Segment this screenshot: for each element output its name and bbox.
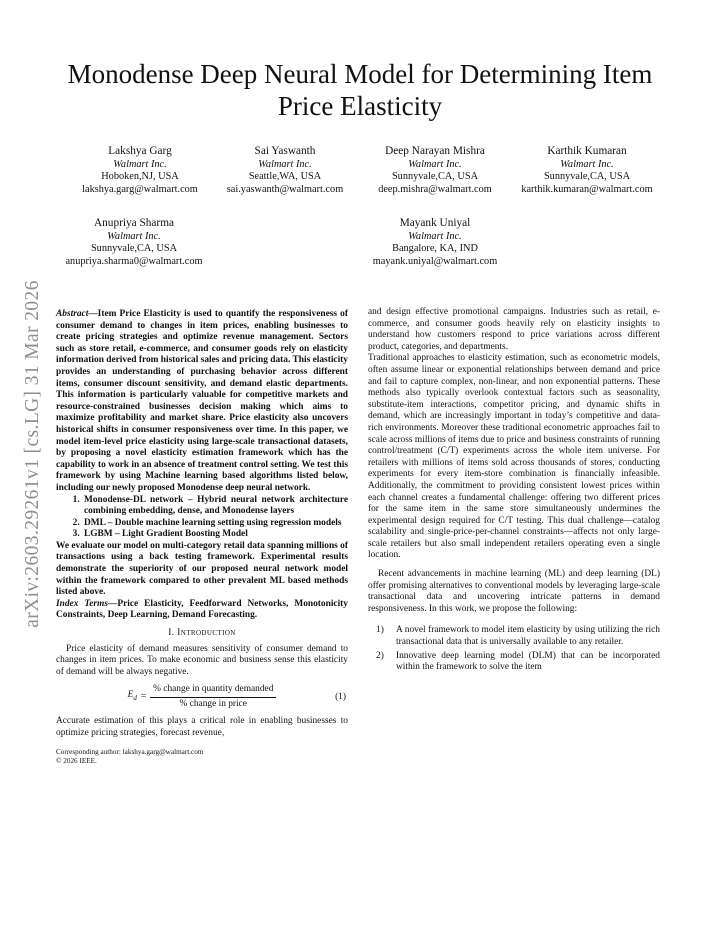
author-affiliation: Walmart Inc. xyxy=(107,230,161,242)
author-name: Anupriya Sharma xyxy=(94,217,174,229)
equation-equals: = xyxy=(140,691,147,702)
equation-number: (1) xyxy=(335,691,346,702)
author-email[interactable]: anupriya.sharma0@walmart.com xyxy=(65,256,203,268)
section-heading: I. Introduction xyxy=(168,628,236,639)
list-item: 1. Monodense-DL network – Hybrid neural network architecture combining embedding, dense, and Monodense layers xyxy=(82,495,348,518)
copyright-note: © 2026 IEEE. xyxy=(56,756,97,765)
list-item: 2) Innovative deep learning model (DLM) that can be incorporated within the framework to solve the item xyxy=(376,650,660,673)
author-name: Karthik Kumaran xyxy=(547,145,627,157)
abstract-list xyxy=(56,495,348,541)
abstract xyxy=(56,309,348,599)
body-paragraph: and design effective promotional campaigns. Industries such as retail, e-commerce, and consumer goods heavily rely on elasticity insights to understand how customers respond to price variations across different product, categories, and departments. xyxy=(368,307,660,352)
intro-paragraph: Accurate estimation of this plays a critical role in enabling businesses to optimize pricing strategies, forecast revenue, xyxy=(56,716,348,738)
arxiv-sidebar-stamp xyxy=(18,258,48,650)
equation-numerator: % change in quantity demanded xyxy=(150,684,276,698)
author-block xyxy=(512,145,662,197)
author-block xyxy=(362,145,508,197)
abstract-text: —Item Price Elasticity is used to quantify the responsiveness of consumer demand to changes in item prices, enabling businesses to create pricing strategies and optimize revenue management. Sectors such as store retail, e-commerce, and consumer goods rely on elasticity information derived from historical sales and pricing data. This elasticity provides an understanding of purchasing behavior across different items, consumer discount sensitivity, and demand elastic departments. This information is particularly valuable for competitive markets and resource-constrained businesses decision making which aims to maximize profitability and market share. Price elasticity also uncovers historical shifts in consumer responsiveness over time. In this paper, we model item-level price elasticity using large-scale transactional datasets, by proposing a novel elasticity estimation framework which has the capability to work in an absence of treatment control setting. We test this framework by using Machine learning based algorithms listed below, including our newly proposed Monodense deep neural network. xyxy=(56,309,348,493)
author-affiliation: Walmart Inc. xyxy=(408,158,462,170)
abstract-lead: Abstract xyxy=(56,309,89,319)
author-name: Mayank Uniyal xyxy=(399,217,471,229)
author-name: Lakshya Garg xyxy=(108,145,172,157)
author-affiliation: Walmart Inc. xyxy=(113,158,167,170)
author-location: Seattle,WA, USA xyxy=(248,171,322,183)
author-name: Sai Yaswanth xyxy=(254,145,316,157)
list-item: 1) A novel framework to model item elasticity by using utilizing the rich transactional data that is universally available to any retailer. xyxy=(376,625,660,648)
index-terms xyxy=(56,599,348,622)
elasticity-equation xyxy=(56,684,348,710)
author-affiliation: Walmart Inc. xyxy=(560,158,614,170)
index-terms-text: —Price Elasticity, Feedforward Networks, Monotonicity Constraints, Deep Learning, Demand Forecasting. xyxy=(56,598,348,621)
list-item: 3. LGBM – Light Gradient Boosting Model xyxy=(82,529,348,541)
arxiv-identifier: arXiv:2603.29261v1 [cs.LG] 31 Mar 2026 xyxy=(22,280,44,628)
contributions-list xyxy=(368,625,660,673)
author-email[interactable]: sai.yaswanth@walmart.com xyxy=(226,184,344,196)
author-block xyxy=(52,217,216,269)
author-location: Hoboken,NJ, USA xyxy=(101,171,179,183)
author-email[interactable]: deep.mishra@walmart.com xyxy=(378,184,492,196)
author-affiliation: Walmart Inc. xyxy=(408,230,462,242)
paper-title: Monodense Deep Neural Model for Determining Item Price Elasticity xyxy=(67,59,653,121)
left-column xyxy=(56,309,348,766)
author-email[interactable]: mayank.uniyal@walmart.com xyxy=(372,256,498,268)
author-name: Deep Narayan Mishra xyxy=(385,145,485,157)
right-column xyxy=(368,307,660,676)
list-item: 2. DML – Double machine learning setting using regression models xyxy=(82,518,348,530)
index-terms-lead: Index Terms xyxy=(56,598,108,609)
author-block xyxy=(362,217,508,269)
author-location: Sunnyvale,CA, USA xyxy=(543,171,631,183)
corresponding-author-note: Corresponding author: lakshya.garg@walmart.com xyxy=(56,747,204,756)
abstract-closing: We evaluate our model on multi-category retail data spanning millions of transactions using a back testing framework. Experimental results demonstrate the superiority of our proposed neural network model within the framework compared to other prevalent ML based methods listed above. xyxy=(56,540,348,598)
author-block xyxy=(218,145,352,197)
author-affiliation: Walmart Inc. xyxy=(258,158,312,170)
author-email[interactable]: karthik.kumaran@walmart.com xyxy=(521,184,653,196)
footnote xyxy=(56,748,348,766)
equation-denominator: % change in price xyxy=(179,698,247,709)
author-block xyxy=(64,145,216,197)
author-location: Sunnyvale,CA, USA xyxy=(90,243,178,255)
body-paragraph: Traditional approaches to elasticity estimation, such as econometric models, often assume linear or exponential relationships between demand and price and fail to capture complex, non-linear, and non exponential patterns. These methods also typically overlook contextual factors such as seasonality, substitute-item interactions, competitor pricing, and dynamic shifts in demand, which are increasingly important in today’s competitive and data-rich environments. Moreover these traditional econometric approaches fail to scale across millions of items due to price and business constraints of running control/treatment (C/T) experiments across the whole item universe. For retailers with millions of items sold across thousands of stores, conducting experiments for every item-store combination is financially infeasible. Additionally, the commitment to providing consistent lowest prices within each channel creates a fundamental challenge: offering two different prices for the same item in the same store simultaneously undermines the experimental design required for C/T testing. This dual challenge—catalog scalability and single-price-per-channel constraints—affects not only large-scale retailers but also small independent retailers operating even a single location. xyxy=(368,353,660,561)
author-email[interactable]: lakshya.garg@walmart.com xyxy=(82,184,198,196)
author-location: Sunnyvale,CA, USA xyxy=(391,171,479,183)
equation-lhs: $E_d$ xyxy=(127,690,137,703)
equation-fraction xyxy=(150,684,276,710)
author-location: Bangalore, KA, IND xyxy=(392,243,478,255)
body-paragraph: Recent advancements in machine learning (ML) and deep learning (DL) offer promising alternatives to conventional models by leveraging large-scale transactional data and uncovering intricate patterns in demand responsiveness. In this work, we propose the following: xyxy=(368,569,660,614)
intro-paragraph: Price elasticity of demand measures sensitivity of consumer demand to changes in item prices. To make economic and business sense this elasticity of demand will be always negative. xyxy=(56,643,348,677)
